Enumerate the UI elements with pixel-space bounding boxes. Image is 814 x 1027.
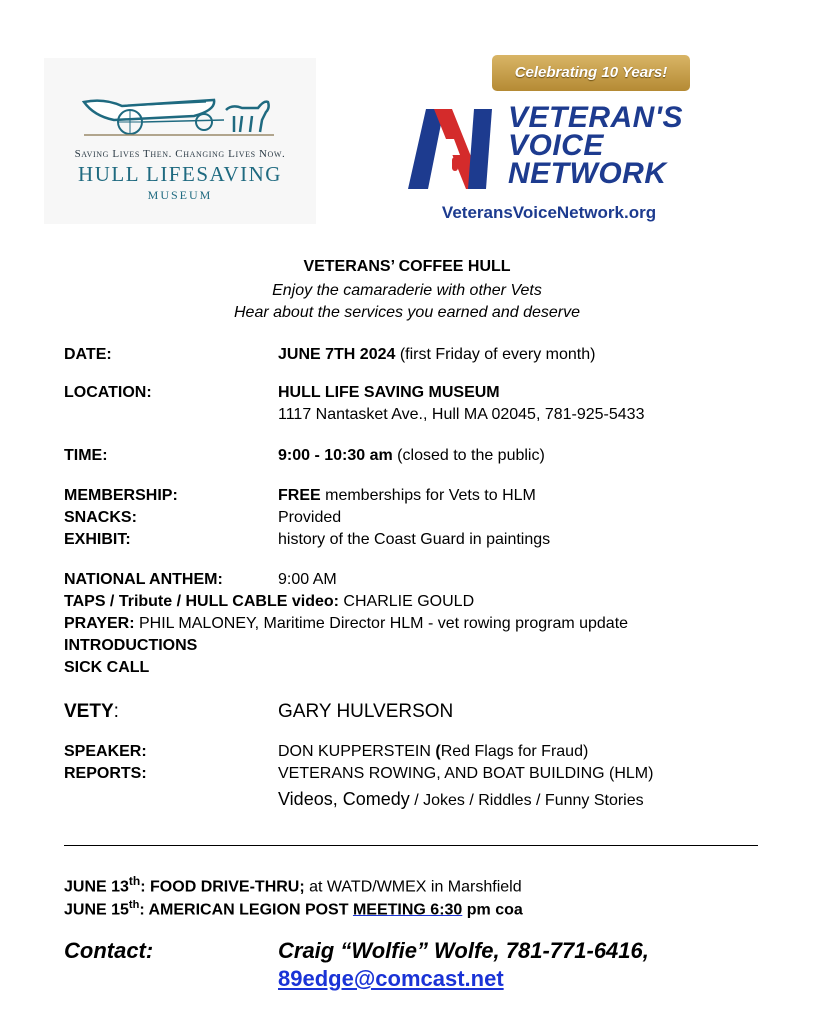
date-bold: JUNE 7TH 2024 xyxy=(278,346,396,363)
introductions: INTRODUCTIONS xyxy=(64,637,198,654)
event-1-date: JUNE 13 xyxy=(64,878,129,896)
vvn-line-1: VETERAN'S xyxy=(508,101,683,134)
reports-line-2-small: / Jokes / Riddles / Funny Stories xyxy=(409,792,644,809)
museum-tagline: Saving Lives Then. Changing Lives Now. xyxy=(74,148,286,160)
vety-label: VETY xyxy=(64,701,114,722)
vety-label-line xyxy=(64,701,119,723)
exhibit-value: history of the Coast Guard in paintings xyxy=(278,531,551,548)
event-2-date: JUNE 15 xyxy=(64,901,129,919)
vety-value: GARY HULVERSON xyxy=(278,701,454,722)
exhibit-label: EXHIBIT: xyxy=(64,531,131,548)
vety-colon: : xyxy=(113,701,119,722)
prayer-line xyxy=(64,615,628,633)
time-value xyxy=(278,447,545,465)
event-subtitle-1: Enjoy the camaraderie with other Vets xyxy=(272,282,542,299)
horse-drawn-lifeboat-icon xyxy=(44,58,316,148)
speaker-name: DON KUPPERSTEIN xyxy=(278,743,436,760)
hull-lifesaving-museum-logo xyxy=(44,58,316,224)
snacks-label: SNACKS: xyxy=(64,509,137,526)
date-value xyxy=(278,346,595,364)
anthem-value: 9:00 AM xyxy=(278,571,337,588)
event-2-meeting-link[interactable]: MEETING 6:30 xyxy=(352,901,463,919)
contact-name: Craig “Wolfie” Wolfe, 781-771-6416, xyxy=(278,938,649,963)
taps-value: CHARLIE GOULD xyxy=(338,593,475,610)
location-name: HULL LIFE SAVING MUSEUM xyxy=(278,384,500,401)
membership-label: MEMBERSHIP: xyxy=(64,487,178,504)
vvn-url[interactable]: VeteransVoiceNetwork.org xyxy=(441,203,657,222)
speaker-value xyxy=(278,743,588,761)
veterans-voice-network-logo xyxy=(404,55,694,235)
prayer-value: PHIL MALONEY, Maritime Director HLM - vet rowing program update xyxy=(134,615,629,632)
reports-label: REPORTS: xyxy=(64,765,147,782)
museum-sub: MUSEUM xyxy=(147,188,213,202)
vvn-line-3: NETWORK xyxy=(508,157,667,190)
speaker-topic: Red Flags for Fraud) xyxy=(440,743,589,760)
contact-email-link[interactable]: 89edge@comcast.net xyxy=(278,966,504,991)
event-1-rest: at WATD/WMEX in Marshfield xyxy=(304,878,522,896)
anthem-label: NATIONAL ANTHEM: xyxy=(64,571,223,588)
location-label: LOCATION: xyxy=(64,384,152,401)
reports-line-1: VETERANS ROWING, AND BOAT BUILDING (HLM) xyxy=(278,765,654,782)
event-2-sup: th xyxy=(128,899,140,911)
reports-line-2-big: Videos, Comedy xyxy=(278,789,410,809)
taps-line xyxy=(64,593,474,611)
membership-rest: memberships for Vets to HLM xyxy=(320,487,536,504)
time-bold: 9:00 - 10:30 am xyxy=(278,447,393,464)
anniversary-banner: Celebrating 10 Years! xyxy=(492,55,690,91)
membership-bold: FREE xyxy=(278,487,321,504)
prayer-label: PRAYER: xyxy=(64,615,135,632)
event-1-title: FOOD DRIVE-THRU; xyxy=(150,878,305,896)
reports-line-2 xyxy=(278,789,644,810)
time-label: TIME: xyxy=(64,447,108,464)
vvn-n-flag-icon xyxy=(404,99,508,199)
snacks-value: Provided xyxy=(278,509,342,526)
event-legion-meeting xyxy=(64,899,523,919)
location-address: 1117 Nantasket Ave., Hull MA 02045, 781-925-5433 xyxy=(278,406,645,423)
event-food-drive xyxy=(64,874,522,896)
date-rest: (first Friday of every month) xyxy=(395,346,596,363)
time-rest: (closed to the public) xyxy=(392,447,545,464)
event-1-sup: th xyxy=(128,874,141,888)
speaker-paren: ( xyxy=(435,743,441,760)
contact-label: Contact: xyxy=(64,938,154,963)
date-label: DATE: xyxy=(64,346,112,363)
speaker-label: SPEAKER: xyxy=(64,743,147,760)
membership-value xyxy=(278,487,536,505)
museum-name: HULL LIFESAVING xyxy=(78,162,282,186)
sick-call: SICK CALL xyxy=(64,659,150,676)
vvn-line-2: VOICE xyxy=(508,129,604,162)
event-2-rest: pm coa xyxy=(462,901,523,919)
event-2-mid: : AMERICAN LEGION POST xyxy=(139,901,353,919)
event-1-colon: : xyxy=(140,878,151,896)
event-title: VETERANS’ COFFEE HULL xyxy=(303,258,511,275)
taps-label: TAPS / Tribute / HULL CABLE video: xyxy=(64,593,339,610)
divider-line xyxy=(64,845,758,846)
event-subtitle-2: Hear about the services you earned and deserve xyxy=(234,304,580,321)
